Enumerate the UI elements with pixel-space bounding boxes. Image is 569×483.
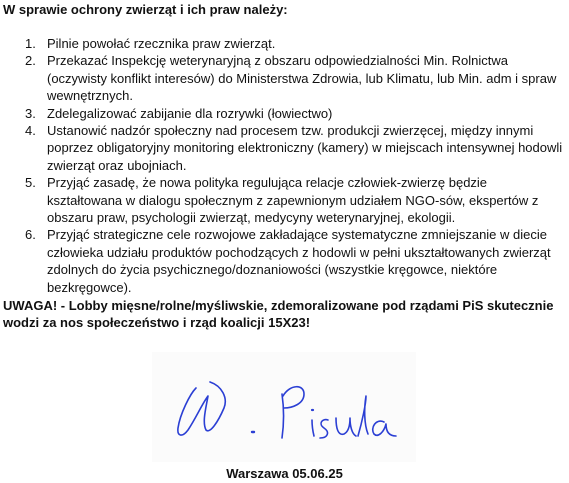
document-heading: W sprawie ochrony zwierząt i ich praw należy:	[3, 2, 288, 17]
list-item	[0, 226, 569, 296]
list-item	[0, 105, 569, 122]
handwritten-signature	[152, 352, 416, 462]
demands-list	[0, 35, 569, 296]
list-item-number: 1.	[25, 36, 36, 51]
list-item-text: Pilnie powołać rzecznika praw zwierząt.	[47, 36, 276, 51]
list-item-number: 4.	[25, 123, 36, 139]
signature-ink	[178, 382, 396, 438]
list-item	[0, 35, 569, 52]
list-item-number: 2.	[25, 53, 36, 69]
list-item-text: Ustanowić nadzór społeczny nad procesem tzw. produkcji zwierzęcej, między innymi poprzez obligatoryjny monitoring elektroniczny (kamery) w miejscach intensywnej hodowli zwierząt oraz ubojniach.	[47, 123, 563, 173]
list-item-number: 6.	[25, 227, 36, 243]
list-item-text: Zdelegalizować zabijanie dla rozrywki (łowiectwo)	[47, 105, 333, 121]
list-item	[0, 122, 569, 174]
list-item	[0, 174, 569, 226]
place-and-date: Warszawa 05.06.25	[226, 466, 343, 481]
list-item-number: 3.	[25, 105, 36, 121]
list-item-text: Przyjąć zasadę, że nowa polityka regulująca relacje człowiek-zwierzę będzie kształtowana w dialogu społecznym z zapewnionym udziałem NGO-sów, ekspertów z obszaru praw, psychologii zwierząt, medycyny weterynaryjnej, ekologii.	[47, 175, 539, 226]
list-item-text: Przyjąć strategiczne cele rozwojowe zakładające systematyczne zmniejszanie w diecie człowieka udziału produktów pochodzących z hodowli w pełni ukształtowanych zwierząt zdolnych do życia psychicznego/doznaniowości (wszystkie kręgowce, niektóre bezkręgowce).	[47, 227, 551, 295]
list-item	[0, 52, 569, 104]
list-item-text: Przekazać Inspekcję weterynaryjną z obszaru odpowiedzialności Min. Rolnictwa (oczywisty konflikt interesów) do Ministerstwa Zdrowia, lub Klimatu, lub Min. adm i spraw wewnętrznych.	[47, 53, 557, 104]
warning-note: UWAGA! - Lobby mięsne/rolne/myśliwskie, zdemoralizowane pod rządami PiS skutecznie wodzi za nos społeczeństwo i rząd koalicji 15X23!	[3, 298, 554, 331]
list-item-number: 5.	[25, 175, 36, 191]
